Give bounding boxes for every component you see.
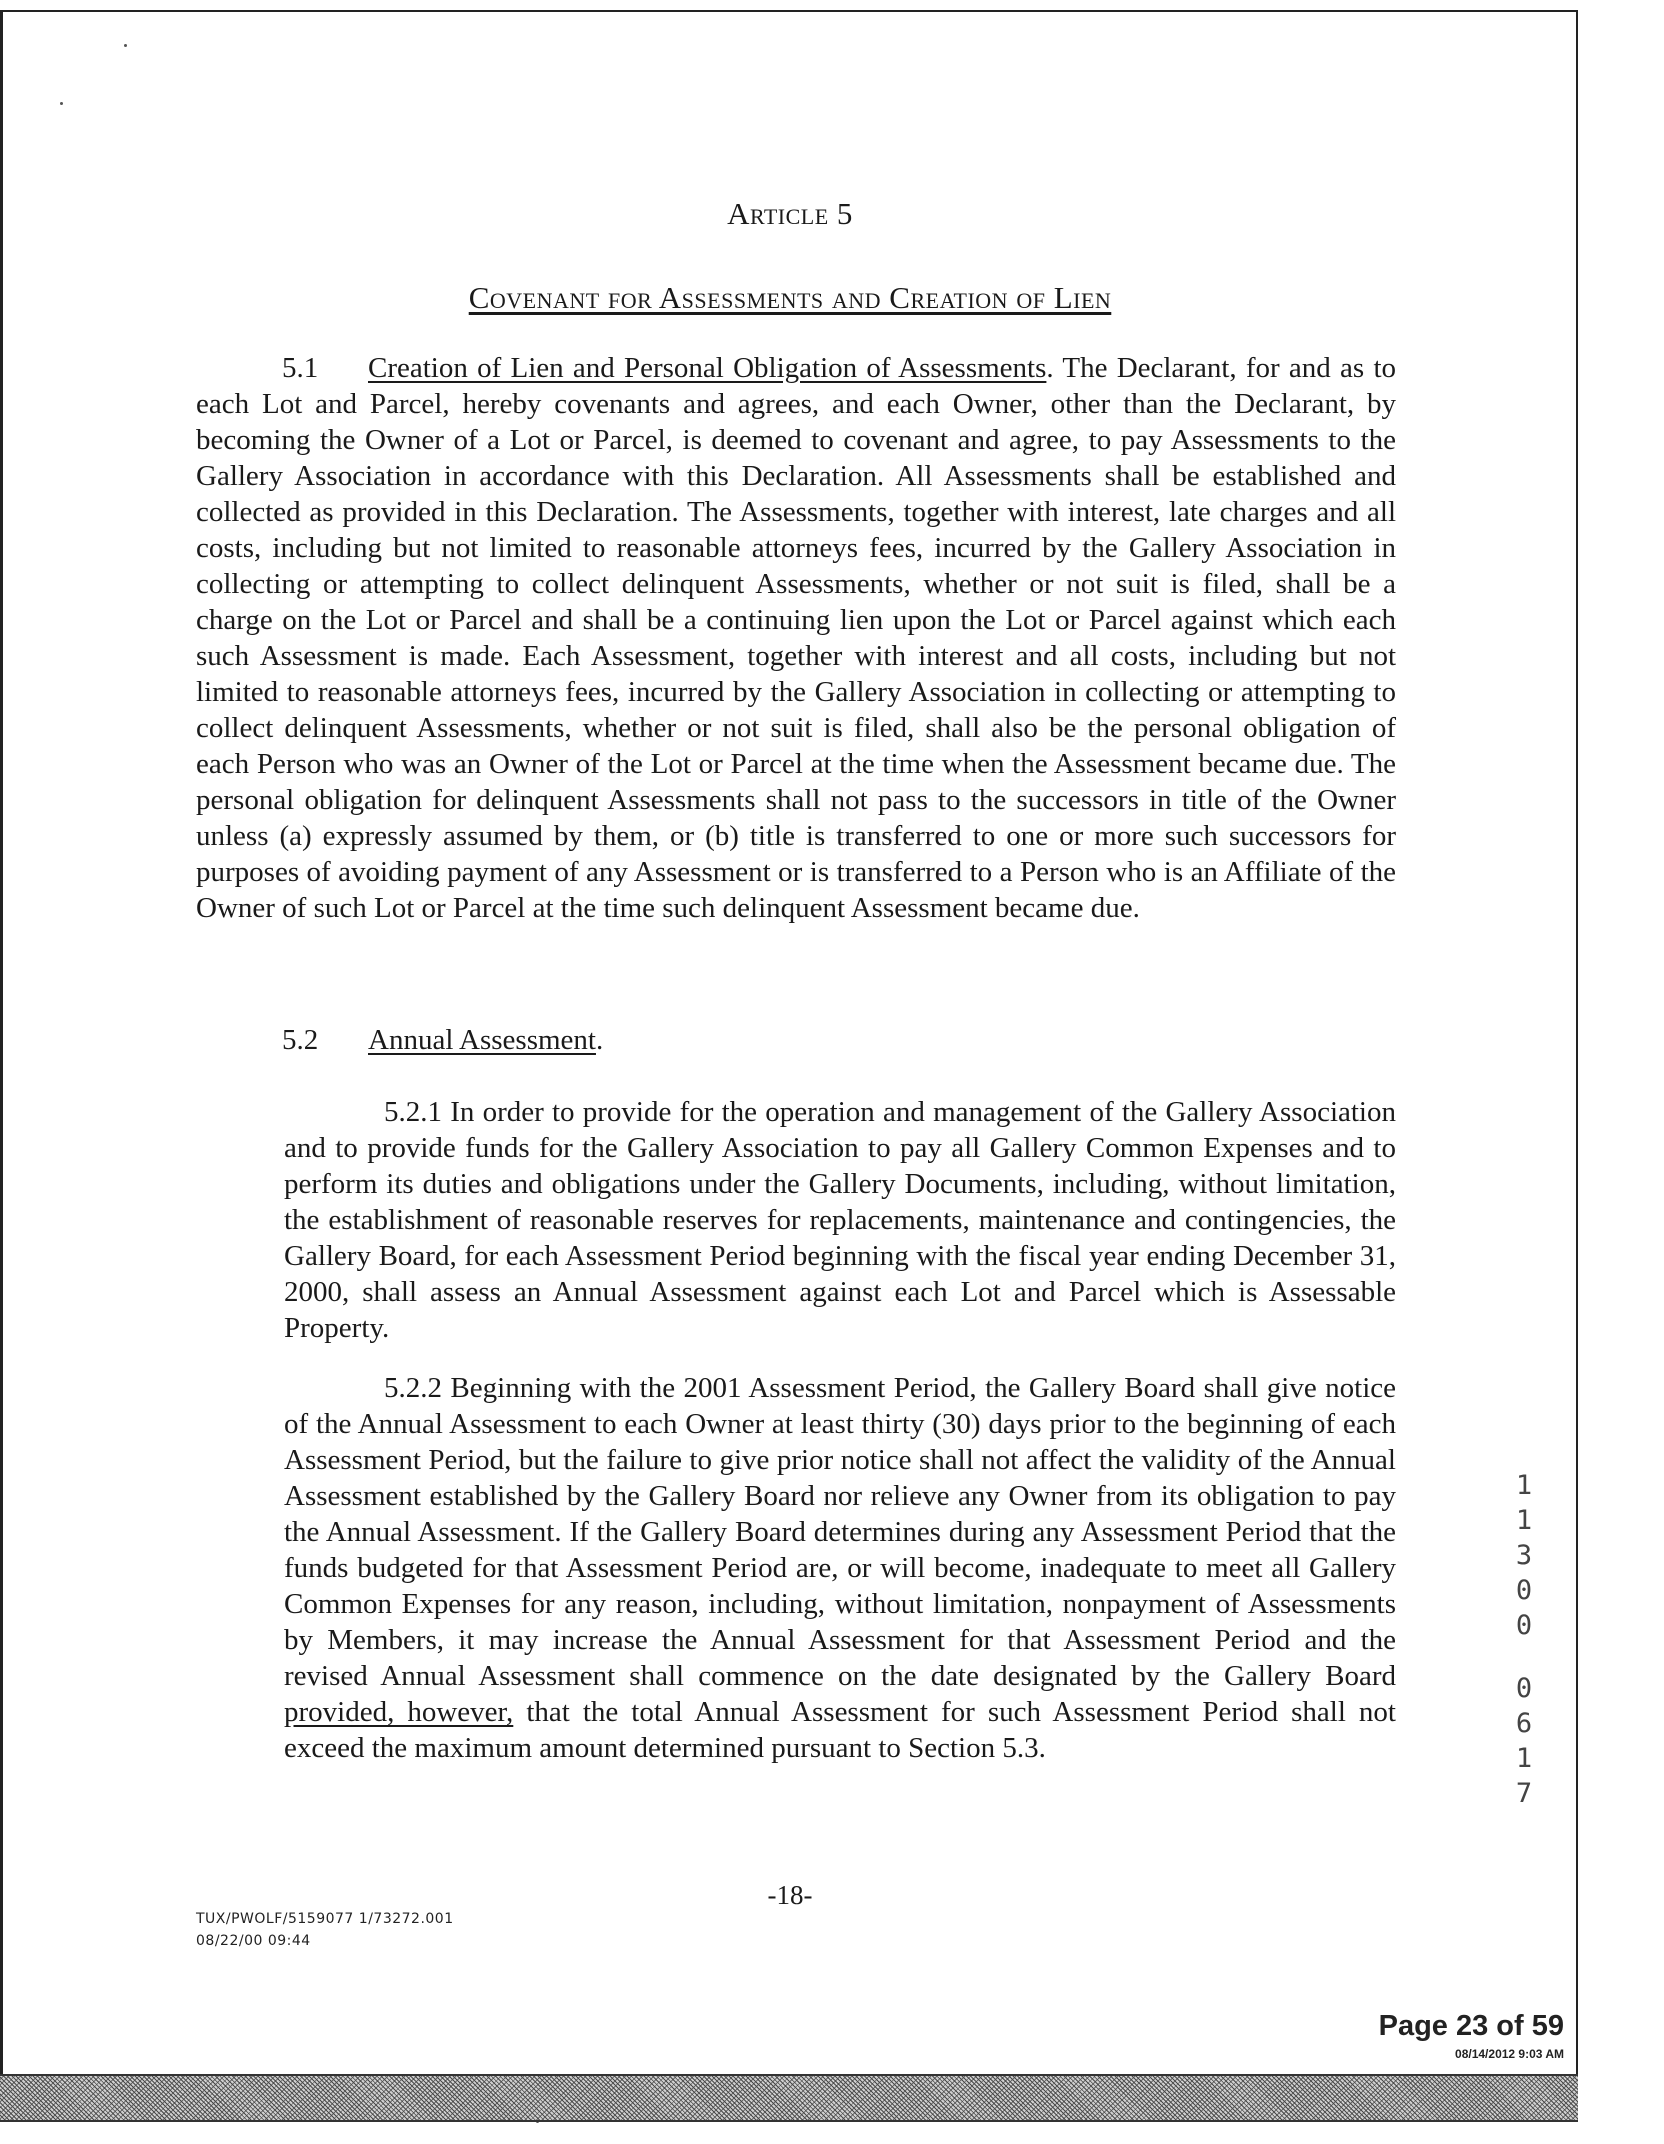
document-id-line: TUX/PWOLF/5159077 1/73272.001 [196, 1911, 454, 1927]
scan-speck [60, 102, 63, 105]
section-number: 5.2 [282, 1024, 319, 1056]
stamp-digit: 7 [1515, 1778, 1533, 1809]
stamp-digit: 1 [1515, 1505, 1533, 1536]
stamp-spacer [1512, 1643, 1536, 1671]
section-number: 5.1 [282, 352, 319, 384]
scan-speck [124, 44, 127, 47]
section-5-2-2 [284, 1370, 1396, 1766]
stamp-digit: 1 [1515, 1743, 1533, 1774]
stamp-digit: 0 [1515, 1610, 1533, 1641]
provided-however-text: provided, however, [284, 1696, 514, 1728]
section-body: Beginning with the 2001 Assessment Period, the Gallery Board shall give notice of the Annual Assessment to each Owner at least thirty (30) days prior to the beginning of each Assessment Period, but the failure to give prior notice shall not affect the validity of the Annual Assessment established by the Gallery Board nor relieve any Owner from its obligation to pay the Annual Assessment. If the Gallery Board determines during any Assessment Period that the funds budgeted for that Assessment Period are, or will become, inadequate to meet all Gallery Common Expenses for any reason, including, without limitation, nonpayment of Assessments by Members, it may increase the Annual Assessment for that Assessment Period and the revised Annual Assessment shall commence on the date designated by the Gallery Board [284, 1372, 1396, 1692]
page-border-top [0, 10, 1578, 12]
section-number: 5.2.2 [384, 1372, 442, 1404]
stamp-digit: 0 [1515, 1673, 1533, 1704]
section-body: . The Declarant, for and as to each Lot and Parcel, hereby covenants and agrees, and each Owner, other than the Declarant, by becoming the Owner of a Lot or Parcel, is deemed to covenant and agree, to pay Assessments to the Gallery Association in accordance with this Declaration. All Assessments shall be established and collected as provided in this Declaration. The Assessments, together with interest, late charges and all costs, including but not limited to reasonable attorneys fees, incurred by the Gallery Association in collecting or attempting to collect delinquent Assessments, whether or not suit is filed, shall be a charge on the Lot or Parcel and shall be a continuing lien upon the Lot or Parcel against which each such Assessment is made. Each Assessment, together with interest and all costs, including but not limited to reasonable attorneys fees, incurred by the Gallery Association in collecting or attempting to collect delinquent Assessments, whether or not suit is filed, shall also be the personal obligation of each Person who was an Owner of the Lot or Parcel at the time when the Assessment became due. The personal obligation for delinquent Assessments shall not pass to the successors in title of the Owner unless (a) expressly assumed by them, or (b) title is transferred to one or more such successors for purposes of avoiding payment of any Assessment or is transferred to a Person who is an Affiliate of the Owner of such Lot or Parcel at the time such delinquent Assessment became due. [196, 352, 1396, 924]
filing-page-label: Page 23 of 59 [1378, 2010, 1564, 2042]
section-body: In order to provide for the operation and management of the Gallery Association and to provide funds for the Gallery Association to pay all Gallery Common Expenses and to perform its duties and obligations under the Gallery Documents, including, without limitation, the establishment of reasonable reserves for replacements, maintenance and contingencies, the Gallery Board, for each Assessment Period beginning with the fiscal year ending December 31, 2000, shall assess an Annual Assessment against each Lot and Parcel which is Assessable Property. [284, 1096, 1396, 1344]
filing-timestamp: 08/14/2012 9:03 AM [1455, 2047, 1564, 2061]
recording-number-stamp [1512, 1468, 1536, 1811]
article-heading: Article 5 [727, 196, 853, 231]
stamp-digit: 3 [1515, 1540, 1533, 1571]
page-border-left [0, 10, 3, 2090]
section-body-end: that the total Annual Assessment for such Assessment Period shall not exceed the maximum amount determined pursuant to Section 5.3. [284, 1696, 1396, 1764]
article-title: Covenant for Assessments and Creation of Lien [468, 280, 1112, 315]
page-number: -18- [767, 1880, 813, 1910]
section-title: Creation of Lien and Personal Obligation of Assessments [368, 352, 1047, 384]
document-id [196, 1908, 454, 1952]
section-number: 5.2.1 [384, 1096, 442, 1128]
stamp-digit: 0 [1515, 1575, 1533, 1606]
page-border-right [1576, 10, 1578, 2090]
section-5-1 [196, 350, 1396, 926]
document-date-line: 08/22/00 09:44 [196, 1933, 311, 1949]
stamp-digit: 6 [1515, 1708, 1533, 1739]
section-5-2-1 [284, 1094, 1396, 1346]
section-title-end: . [595, 1024, 604, 1056]
stamp-digit: 1 [1515, 1470, 1533, 1501]
section-5-2-heading [282, 1022, 782, 1058]
scan-border-bar [0, 2074, 1578, 2122]
section-title: Annual Assessment [368, 1024, 596, 1056]
